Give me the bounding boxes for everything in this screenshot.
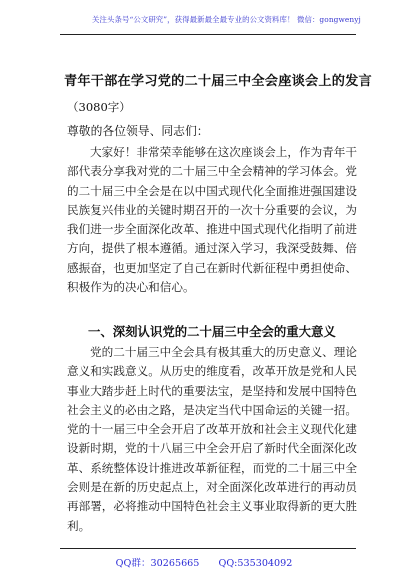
paragraph-line: 党的二十届三中全会具有极其重大的历史意义、理论 xyxy=(90,345,357,359)
salutation: 尊敬的各位领导、同志们： xyxy=(67,124,209,138)
word-count: （3080字） xyxy=(67,100,131,114)
qq-number-text: QQ:535304092 xyxy=(218,558,293,569)
paragraph-line: 我们进一步全面深化改革、推进中国式现代化指明了前进 xyxy=(67,222,357,237)
paragraph-line: 民族复兴伟业的关键时期召开的一次十分重要的会议，为 xyxy=(67,202,357,217)
paragraph-line: 的二十届三中全会是在以中国式现代化全面推进强国建设 xyxy=(67,183,357,198)
paragraph-line: 大家好！非常荣幸能够在这次座谈会上，作为青年干 xyxy=(90,145,357,159)
paragraph-line: 会则是在新的历史起点上，对全面深化改革进行的再动员 xyxy=(67,480,357,495)
footer-contact xyxy=(0,555,408,569)
paragraph-line: 革、系统整体设计推进改革新征程，而党的二十届三中全 xyxy=(67,460,357,475)
header-banner: 关注头条号“公文研究”，获得最新最全最专业的公文资料库！ 微信：gongwenyj xyxy=(92,15,361,24)
paragraph-line: 党的十一届三中全会开启了改革开放和社会主义现代化建 xyxy=(67,422,357,437)
paragraph-significance xyxy=(67,343,357,536)
paragraph-line: 感振奋，也更加坚定了自己在新时代新征程中勇担使命、 xyxy=(67,260,357,275)
qq-group-text: QQ群：30265665 xyxy=(115,558,200,569)
footer-divider xyxy=(60,548,356,549)
paragraph-line: 社会主义的必由之路，是决定当代中国命运的关键一招。 xyxy=(67,402,357,417)
header-divider xyxy=(60,34,356,35)
paragraph-intro xyxy=(67,143,357,297)
paragraph-line: 积极作为的决心和信心。 xyxy=(67,280,195,295)
paragraph-line: 事业大踏步赶上时代的重要法宝，是坚持和发展中国特色 xyxy=(67,383,357,398)
paragraph-line: 再部署，必将推动中国特色社会主义事业取得新的更大胜 xyxy=(67,499,357,514)
paragraph-line: 意义和实践意义。从历史的维度看，改革开放是党和人民 xyxy=(67,364,357,379)
paragraph-line: 利。 xyxy=(67,518,91,533)
paragraph-line: 部代表分享我对党的二十届三中全会精神的学习体会。党 xyxy=(67,164,357,179)
paragraph-line: 方向，提供了根本遵循。通过深入学习，我深受鼓舞、倍 xyxy=(67,241,357,256)
paragraph-line: 设新时期，党的十八届三中全会开启了新时代全面深化改 xyxy=(67,441,357,456)
section-heading: 一、深刻认识党的二十届三中全会的重大意义 xyxy=(88,324,336,339)
document-title: 青年干部在学习党的二十届三中全会座谈会上的发言 xyxy=(64,74,372,89)
